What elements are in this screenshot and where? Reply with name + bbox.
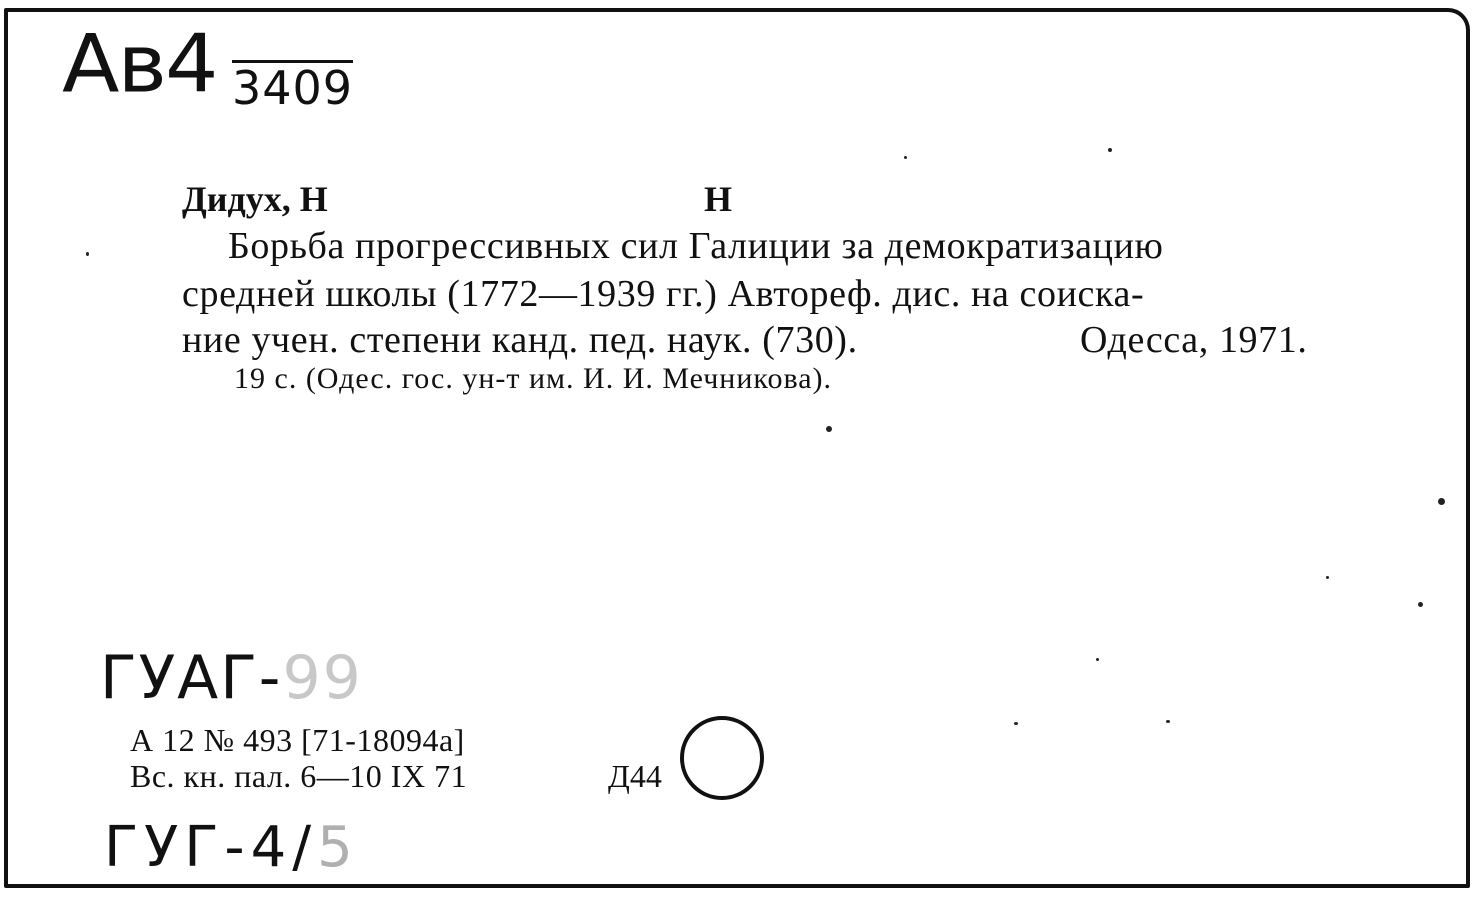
scan-speck (826, 426, 832, 432)
title-line-1: Борьба прогрессивных сил Галиции за демократизацию (228, 225, 1164, 267)
scan-speck (1326, 576, 1329, 579)
stamp-upper (100, 643, 363, 713)
imprint-line: 19 с. (Одес. гос. ун-т им. И. И. Мечникова). (234, 362, 833, 395)
author-name: Дидух, Н (182, 179, 328, 219)
stamp-upper-prefix: ГУАГ- (100, 643, 283, 713)
registration-line-1: А 12 № 493 [71-18094а] (130, 722, 465, 758)
scan-speck (1096, 658, 1099, 661)
scan-speck (86, 252, 89, 256)
stamp-lower-faint: 5 (317, 815, 359, 880)
registration-line-2: Вс. кн. пал. 6—10 IX 71 (130, 758, 468, 794)
author-initial: Н (704, 179, 733, 219)
title-line-3: ние учен. степени канд. пед. наук. (730). (182, 319, 858, 361)
title-line-2: средней школы (1772—1939 гг.) Автореф. дис. на соиска- (182, 273, 1145, 315)
circle-mark-icon (680, 716, 764, 800)
shelfmark-main: Ав4 (62, 17, 217, 111)
scan-speck (904, 156, 907, 159)
scan-speck (1014, 722, 1018, 725)
classification-code: Д44 (608, 758, 662, 794)
stamp-upper-faint: 99 (282, 643, 363, 713)
shelfmark-number: 3409 (232, 61, 354, 115)
scan-speck (1108, 148, 1112, 152)
stamp-lower-prefix: ГУГ-4/ (104, 815, 318, 880)
stamp-lower (104, 815, 359, 880)
place-year: Одесса, 1971. (1080, 319, 1308, 361)
scan-speck (1166, 720, 1170, 723)
scan-speck (1438, 498, 1445, 505)
scan-speck (1418, 602, 1423, 607)
